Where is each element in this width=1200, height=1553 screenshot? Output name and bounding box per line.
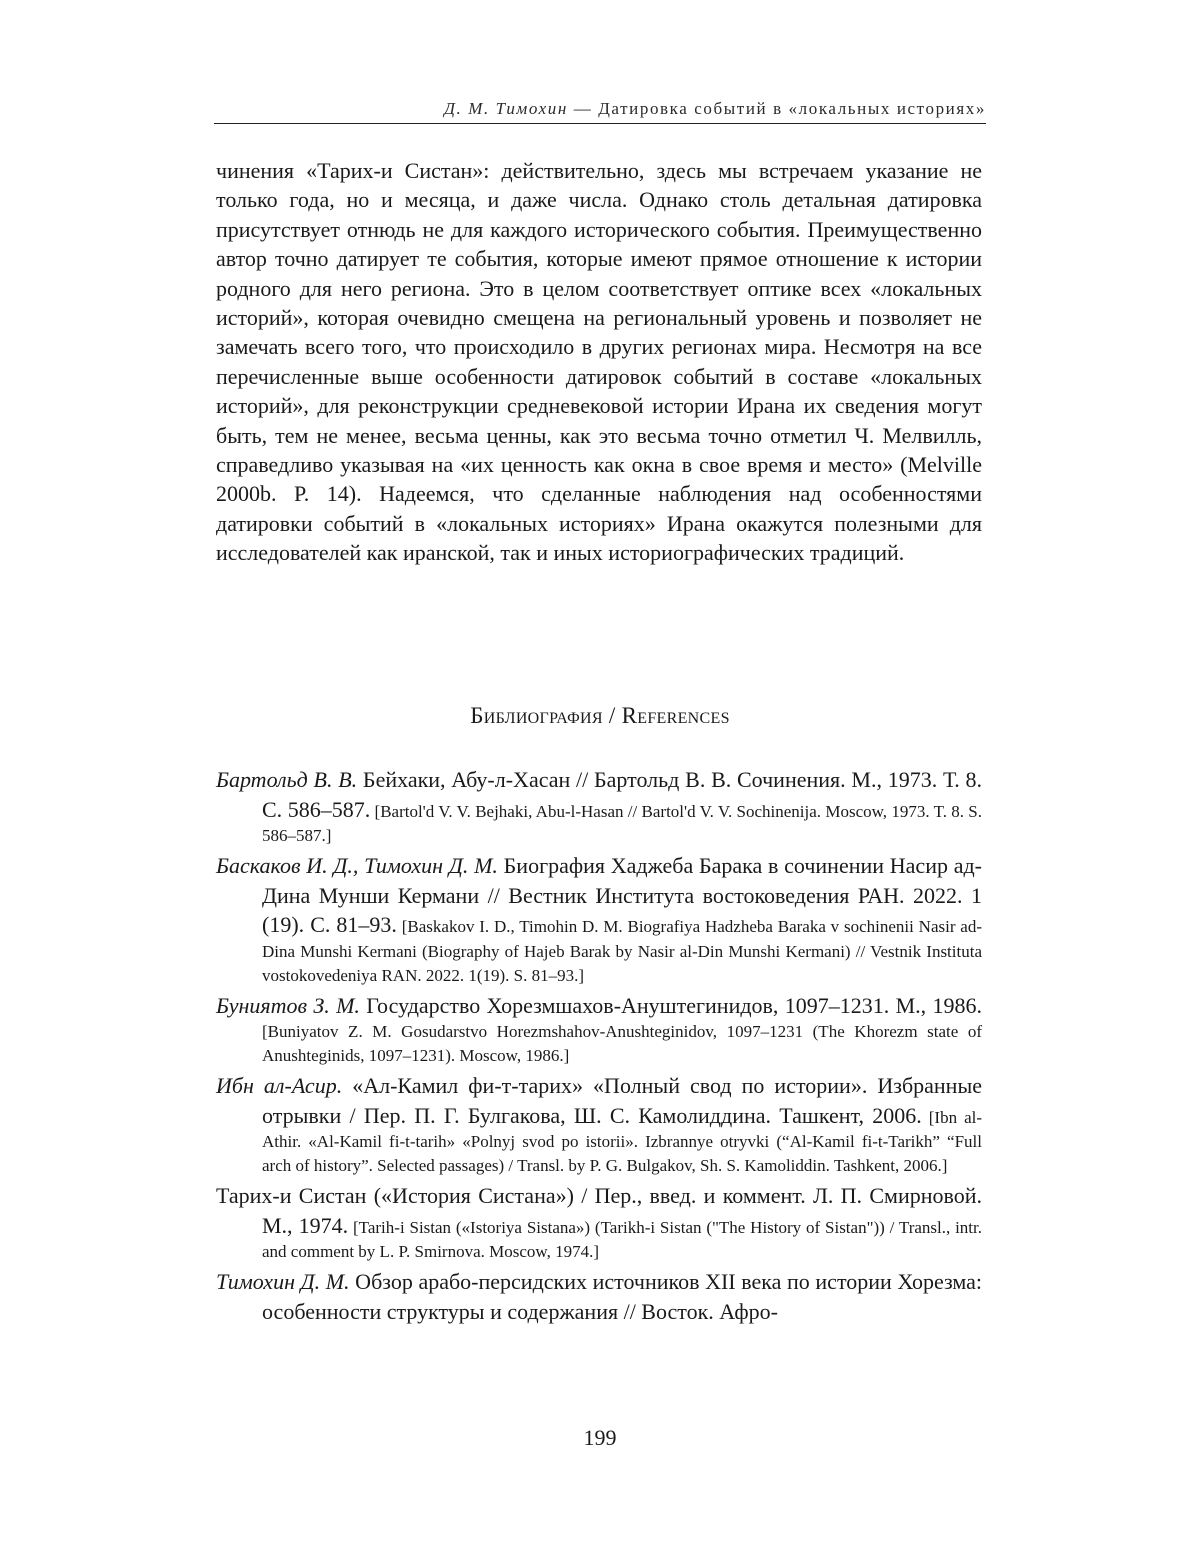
reference-russian: Тарих-и Систан («История Систана») / Пер., введ. и коммент. Л. П. Смирновой. М., 1974. bbox=[216, 1183, 982, 1238]
running-head-title: — Датировка событий в «локальных историях» bbox=[567, 99, 986, 118]
reference-transliteration: [Ibn al-Athir. «Al-Kamil fi-t-tarih» «Polnyj svod po istorii». Izbrannye otryvki (“Al-Kamil fi-t-Tarikh” “Full arch of history”. Selected passages) / Transl. by P. G. Bulgakov, Sh. S. Kamoliddin. Tashkent, 2006.] bbox=[262, 1107, 982, 1175]
reference-list bbox=[216, 765, 982, 1329]
reference-transliteration: [Bartol'd V. V. Bejhaki, Abu-l-Hasan // Bartol'd V. V. Sochinenija. Moscow, 1973. T. 8. S. 586–587.] bbox=[262, 801, 982, 845]
reference-transliteration: [Baskakov I. D., Timohin D. M. Biografiya Hadzheba Baraka v sochinenii Nasir ad-Dina Munshi Kermani (Biography of Hajeb Barak by Nasir al-Din Munshi Kermani) // Vestnik Instituta vostokovedeniya RAN. 2022. 1(19). S. 81–93.] bbox=[262, 917, 982, 985]
main-text bbox=[216, 156, 982, 568]
reference-transliteration: [Tarih-i Sistan («Istoriya Sistana») (Tarikh-i Sistan ("The History of Sistan")) / Transl., intr. and comment by L. P. Smirnova. Moscow, 1974.] bbox=[262, 1217, 983, 1261]
running-head bbox=[214, 98, 986, 120]
reference-entry bbox=[216, 1071, 982, 1178]
reference-author: Ибн ал-Асир. bbox=[216, 1073, 343, 1098]
reference-author: Буниятов З. М. bbox=[216, 992, 360, 1018]
header-rule bbox=[214, 123, 986, 124]
reference-russian: Государство Хорезмшахов-Ануштегинидов, 1097–1231. М., 1986. bbox=[359, 992, 982, 1018]
reference-russian: Биография Хаджеба Барака в сочинении Насир ад-Дина Мунши Кермани // Вестник Института востоковедения РАН. 2022. 1 (19). С. 81–93. bbox=[262, 853, 983, 937]
reference-transliteration: [Buniyatov Z. M. Gosudarstvo Horezmshahov-Anushteginidov, 1097–1231 (The Khorezm state of Anushteginids, 1097–1231). Moscow, 1986.] bbox=[262, 1022, 982, 1065]
reference-russian: Бейхаки, Абу-л-Хасан // Бартольд В. В. Сочинения. М., 1973. Т. 8. С. 586–587. bbox=[262, 767, 983, 822]
page-number: 199 bbox=[583, 1425, 617, 1450]
reference-entry bbox=[216, 1181, 982, 1264]
reference-entry bbox=[216, 765, 982, 848]
body-paragraph: чинения «Тарих-и Систан»: действительно, здесь мы встречаем указание не только года, но и месяца, и даже числа. Однако столь детальная датировка присутствует отнюдь не для каждого исторического события. Преимущественно автор точно датирует те события, которые имеют прямое отношение к истории родного для него региона. Это в целом соответствует оптике всех «локальных историй», которая очевидно смещена на региональный уровень и позволяет не замечать всего того, что происходило в других регионах мира. Несмотря на все перечисленные выше особенности датировок событий в составе «локальных историй», для реконструкции средневековой истории Ирана их сведения могут быть, тем не менее, весьма ценны, как это весьма точно отметил Ч. Мелвилль, справедливо указывая на «их ценность как окна в свое время и место» (Melville 2000b. P. 14). Надеемся, что сделанные наблюдения над особенностями датировки событий в «локальных историях» Ирана окажутся полезными для исследователей как иранской, так и иных историографических традиций. bbox=[216, 158, 982, 566]
reference-author: Баскаков И. Д., Тимохин Д. М. bbox=[216, 853, 498, 878]
running-head-author: Д. М. Тимохин bbox=[444, 99, 568, 118]
reference-russian: Обзор арабо-персидских источников XII века по истории Хорезма: особенности структуры и содержания // Восток. Афро- bbox=[262, 1269, 983, 1324]
reference-russian: «Ал-Камил фи-т-тарих» «Полный свод по истории». Избранные отрывки / Пер. П. Г. Булгакова, Ш. С. Камолиддина. Ташкент, 2006. bbox=[262, 1073, 982, 1128]
bibliography-heading: Библиография / References bbox=[470, 703, 730, 728]
reference-entry bbox=[216, 1267, 982, 1326]
reference-entry bbox=[216, 991, 982, 1069]
reference-entry bbox=[216, 851, 982, 988]
reference-author: Бартольд В. В. bbox=[216, 767, 358, 792]
reference-author: Тимохин Д. М. bbox=[216, 1269, 350, 1294]
